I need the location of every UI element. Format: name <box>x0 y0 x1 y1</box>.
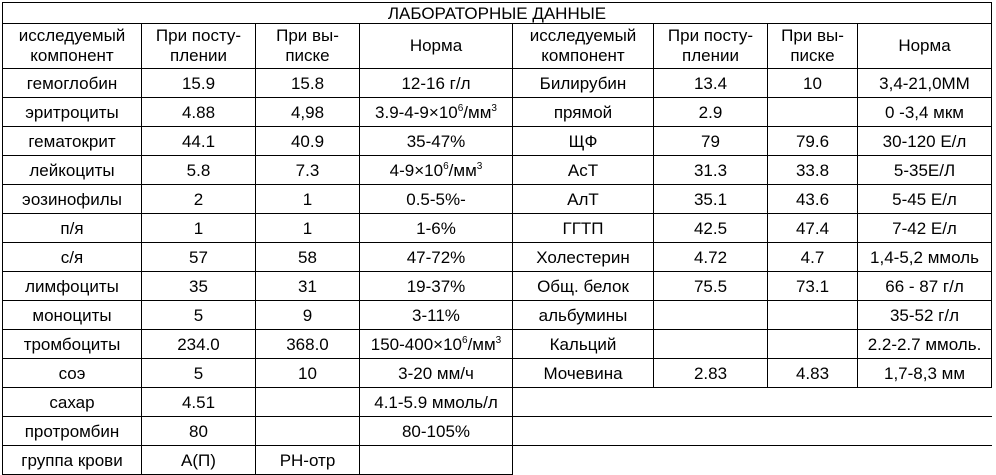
right-discharge: 47.4 <box>768 214 858 243</box>
right-admission: 13.4 <box>654 69 768 98</box>
left-norm: 4.1-5.9 ммоль/л <box>360 388 513 417</box>
right-component: ГГТП <box>513 214 654 243</box>
table-row <box>3 243 992 272</box>
left-norm: 80-105% <box>360 417 513 446</box>
table-row <box>3 185 992 214</box>
left-discharge: 1 <box>256 185 360 214</box>
left-admission: А(П) <box>142 446 256 475</box>
right-norm: 35-52 г/л <box>858 301 992 330</box>
left-component: группа крови <box>3 446 142 475</box>
left-admission: 1 <box>142 214 256 243</box>
table-row <box>3 330 992 359</box>
left-discharge: 7.3 <box>256 156 360 185</box>
right-norm: 1,4-5,2 ммоль <box>858 243 992 272</box>
header-admission-left: При посту- плении <box>142 24 256 69</box>
right-component: прямой <box>513 98 654 127</box>
table-row <box>3 359 992 388</box>
table-row <box>3 156 992 185</box>
right-component: Холестерин <box>513 243 654 272</box>
left-discharge: 31 <box>256 272 360 301</box>
left-norm: 47-72% <box>360 243 513 272</box>
right-discharge <box>768 301 858 330</box>
left-component: гемоглобин <box>3 69 142 98</box>
left-admission: 234.0 <box>142 330 256 359</box>
right-component: альбумины <box>513 301 654 330</box>
right-discharge: 73.1 <box>768 272 858 301</box>
right-admission: 42.5 <box>654 214 768 243</box>
right-discharge <box>768 98 858 127</box>
left-discharge: 10 <box>256 359 360 388</box>
left-component: с/я <box>3 243 142 272</box>
left-discharge: 40.9 <box>256 127 360 156</box>
blank-area <box>513 388 992 417</box>
left-component: лимфоциты <box>3 272 142 301</box>
header-discharge-left: При вы- писке <box>256 24 360 69</box>
blank-area <box>513 446 992 475</box>
left-component: эозинофилы <box>3 185 142 214</box>
left-admission: 2 <box>142 185 256 214</box>
table-row <box>3 127 992 156</box>
left-component: сахар <box>3 388 142 417</box>
table-row <box>3 69 992 98</box>
left-component: соэ <box>3 359 142 388</box>
right-admission: 75.5 <box>654 272 768 301</box>
table-row <box>3 417 992 446</box>
left-norm: 3-11% <box>360 301 513 330</box>
right-component: Мочевина <box>513 359 654 388</box>
right-discharge: 4.7 <box>768 243 858 272</box>
left-admission: 4.51 <box>142 388 256 417</box>
table-row <box>3 301 992 330</box>
table-row <box>3 446 992 475</box>
left-discharge <box>256 417 360 446</box>
header-admission-right: При посту- плении <box>654 24 768 69</box>
left-component: лейкоциты <box>3 156 142 185</box>
table-row <box>3 272 992 301</box>
blank-area <box>513 417 992 446</box>
right-admission <box>654 330 768 359</box>
left-component: моноциты <box>3 301 142 330</box>
left-admission: 80 <box>142 417 256 446</box>
right-norm: 1,7-8,3 мм <box>858 359 992 388</box>
left-admission: 35 <box>142 272 256 301</box>
header-component-left: исследуемый компонент <box>3 24 142 69</box>
left-discharge: РН-отр <box>256 446 360 475</box>
right-discharge: 4.83 <box>768 359 858 388</box>
left-admission: 15.9 <box>142 69 256 98</box>
left-discharge: 1 <box>256 214 360 243</box>
left-admission: 4.88 <box>142 98 256 127</box>
right-discharge <box>768 330 858 359</box>
left-component: п/я <box>3 214 142 243</box>
left-discharge: 9 <box>256 301 360 330</box>
right-norm: 30-120 Е/л <box>858 127 992 156</box>
header-discharge-right: При вы- писке <box>768 24 858 69</box>
right-admission <box>654 301 768 330</box>
table-row <box>3 214 992 243</box>
left-norm <box>360 446 513 475</box>
left-norm: 3-20 мм/ч <box>360 359 513 388</box>
left-norm: 0.5-5%- <box>360 185 513 214</box>
left-admission: 5 <box>142 359 256 388</box>
left-admission: 57 <box>142 243 256 272</box>
table-row <box>3 388 992 417</box>
right-admission: 4.72 <box>654 243 768 272</box>
right-norm: 5-45 Е/л <box>858 185 992 214</box>
right-norm: 3,4-21,0ММ <box>858 69 992 98</box>
right-discharge: 43.6 <box>768 185 858 214</box>
right-component: Билирубин <box>513 69 654 98</box>
left-admission: 5.8 <box>142 156 256 185</box>
right-component: ЩФ <box>513 127 654 156</box>
right-norm: 0 -3,4 мкм <box>858 98 992 127</box>
header-norm-right: Норма <box>858 24 992 69</box>
left-norm: 12-16 г/л <box>360 69 513 98</box>
left-component: тромбоциты <box>3 330 142 359</box>
left-admission: 44.1 <box>142 127 256 156</box>
left-admission: 5 <box>142 301 256 330</box>
left-component: эритроциты <box>3 98 142 127</box>
left-norm: $150-400\times 10^6/мм^3$ <box>360 330 513 359</box>
lab-table <box>2 2 992 475</box>
left-discharge: 58 <box>256 243 360 272</box>
right-admission: 35.1 <box>654 185 768 214</box>
right-discharge: 79.6 <box>768 127 858 156</box>
left-norm: 19-37% <box>360 272 513 301</box>
left-norm: 35-47% <box>360 127 513 156</box>
right-discharge: 10 <box>768 69 858 98</box>
right-admission: 2.83 <box>654 359 768 388</box>
left-norm: 1-6% <box>360 214 513 243</box>
header-norm-left: Норма <box>360 24 513 69</box>
header-component-right: исследуемый компонент <box>513 24 654 69</box>
right-norm: 66 - 87 г/л <box>858 272 992 301</box>
right-norm: 7-42 Е/л <box>858 214 992 243</box>
left-discharge <box>256 388 360 417</box>
left-discharge: 15.8 <box>256 69 360 98</box>
header-row <box>3 24 992 69</box>
left-component: гематокрит <box>3 127 142 156</box>
right-norm: 2.2-2.7 ммоль. <box>858 330 992 359</box>
right-component: Общ. белок <box>513 272 654 301</box>
right-component: АсТ <box>513 156 654 185</box>
left-norm: $3.9-4-9\times 10^6/мм^3$ <box>360 98 513 127</box>
right-component: Кальций <box>513 330 654 359</box>
right-component: АлТ <box>513 185 654 214</box>
right-admission: 79 <box>654 127 768 156</box>
right-discharge: 33.8 <box>768 156 858 185</box>
table-row <box>3 98 992 127</box>
right-admission: 31.3 <box>654 156 768 185</box>
left-component: протромбин <box>3 417 142 446</box>
left-discharge: 368.0 <box>256 330 360 359</box>
left-discharge: 4,98 <box>256 98 360 127</box>
right-norm: 5-35Е/Л <box>858 156 992 185</box>
table-title: ЛАБОРАТОРНЫЕ ДАННЫЕ <box>3 3 992 24</box>
left-norm: $4-9\times 10^6/мм^3$ <box>360 156 513 185</box>
right-admission: 2.9 <box>654 98 768 127</box>
